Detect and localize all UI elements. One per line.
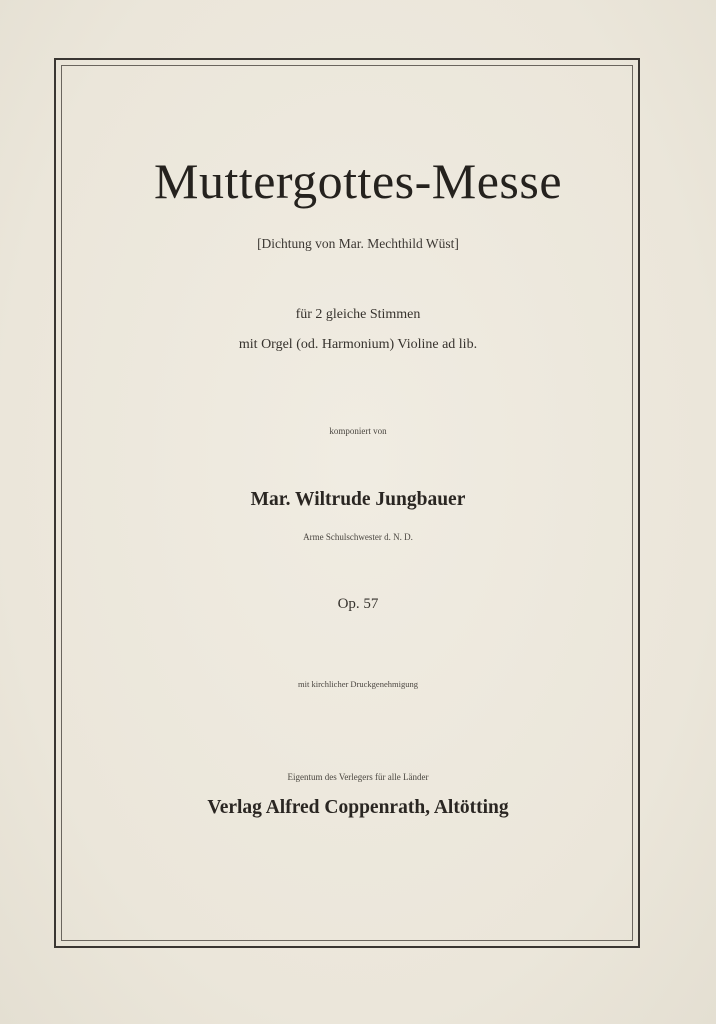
opus-number: Op. 57 xyxy=(337,596,379,612)
publisher-name: Verlag Alfred Coppenrath, Altötting xyxy=(207,797,509,818)
work-title: Muttergottes-Messe xyxy=(153,153,563,209)
print-approval: mit kirchlicher Druckgenehmigung xyxy=(298,679,418,689)
voices-line: für 2 gleiche Stimmen xyxy=(295,307,421,322)
composer-order: Arme Schulschwester d. N. D. xyxy=(303,532,413,542)
composed-by-label: komponiert von xyxy=(329,426,387,436)
rights-notice: Eigentum des Verlegers für alle Länder xyxy=(287,772,429,782)
instrumentation-line: mit Orgel (od. Harmonium) Violine ad lib. xyxy=(238,337,478,352)
lyricist-note: [Dichtung von Mar. Mechthild Wüst] xyxy=(257,236,459,251)
composer-name: Mar. Wiltrude Jungbauer xyxy=(250,489,466,510)
